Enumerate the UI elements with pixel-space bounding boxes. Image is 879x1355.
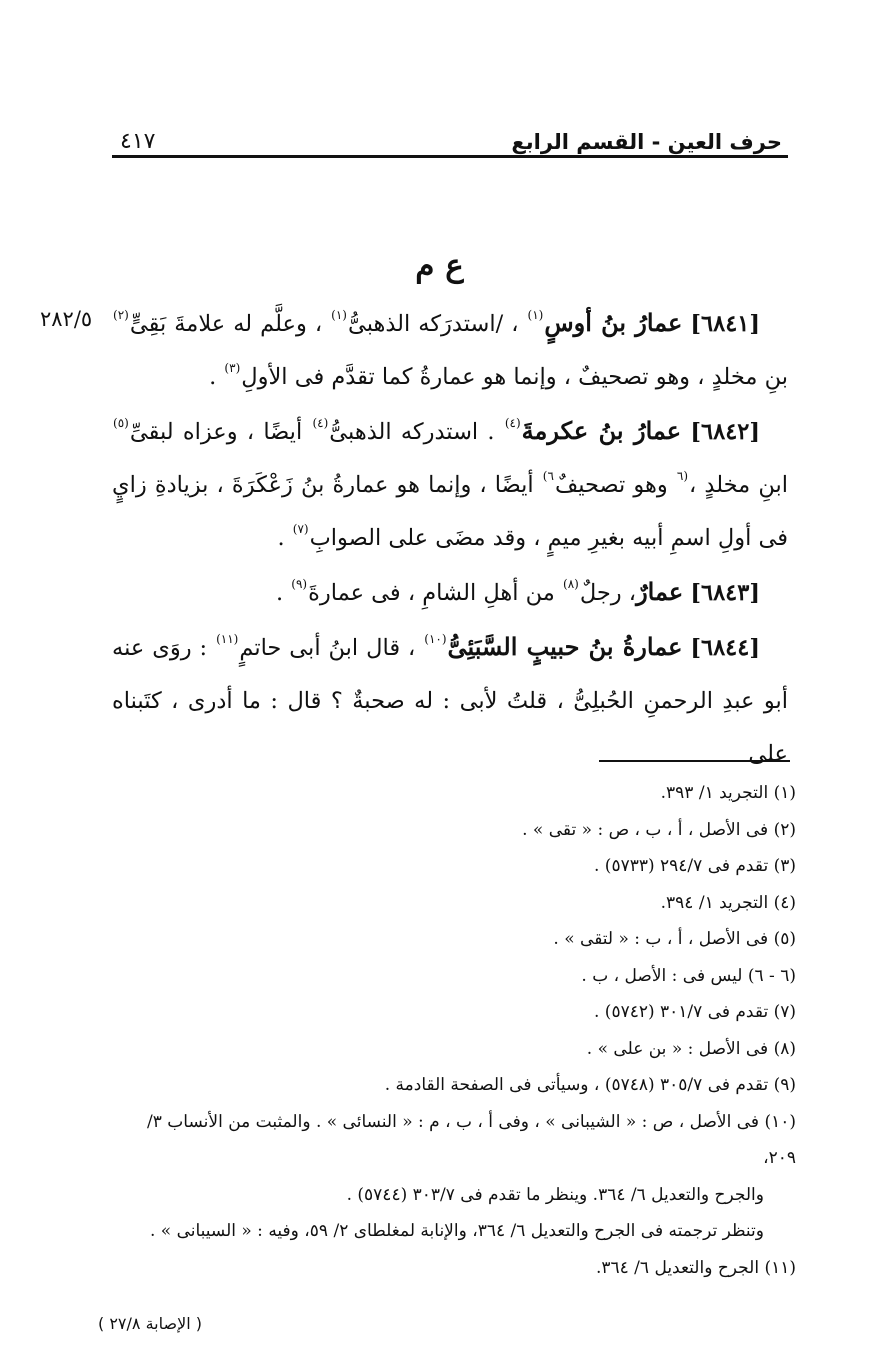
footnote: (٨) فى الأصل : « بن على » . <box>586 1038 796 1059</box>
section-heading: ع م <box>415 248 464 284</box>
running-title: حرف العين - القسم الرابع <box>511 130 782 154</box>
footnote-ref: (١) <box>331 308 347 322</box>
footnotes <box>112 775 796 1286</box>
footnote-ref: (٢) <box>113 308 129 322</box>
footnote-rule <box>599 760 790 762</box>
entry-text: أيضًا ، وإنما هو عمارةُ بنُ زَعْكَرَةَ ، بزيادةِ زايٍ فى أولِ اسمِ أبيه بغيرِ ميمٍ ، وقد مضَى على الصوابِ <box>112 472 788 551</box>
footnote-ref: (٨) <box>563 577 579 591</box>
footnote-ref: (٣) <box>224 361 241 375</box>
entry-text: ، قال ابنُ أبى حاتمٍ <box>239 635 416 661</box>
footnote-ref: (٤) <box>504 416 521 430</box>
entry-text: من أهلِ الشامِ ، فى عمارةَ <box>308 580 555 606</box>
footnote-ref: (١١) <box>216 632 239 646</box>
entry-text: وهو تصحيفٌ <box>554 472 668 498</box>
footnote: (٧) تقدم فى ٣٠١/٧ (٥٧٤٢) . <box>594 1002 796 1022</box>
entry-text: ، وعلَّم له علامةَ بَقِىٍّ <box>129 311 323 337</box>
footnote-continuation: وتنظر ترجمته فى الجرح والتعديل ٦/ ٣٦٤، والإنابة لمغلطاى ٢/ ٥٩، وفيه : « السيبانى » . <box>149 1221 764 1241</box>
entry-6842 <box>112 404 788 565</box>
footnote-ref: (٦ <box>676 469 689 483</box>
footnote-ref: (١٠) <box>424 632 447 646</box>
footnote-ref: (٥) <box>113 416 129 430</box>
entry-text: . <box>275 580 284 606</box>
body-text <box>112 296 788 781</box>
footnote: (١٠) فى الأصل ، ص : « الشيبانى » ، وفى أ ، ب ، م : « النسائى » . والمثبت من الأنساب ٣/ ٢٠٩، <box>147 1111 796 1168</box>
entry-number: [٦٨٤٣] <box>690 580 760 606</box>
header-rule <box>112 155 788 158</box>
entry-name: عمارُ بنُ عكرمةَ <box>521 416 682 445</box>
entry-text: . <box>209 364 217 390</box>
entry-number: [٦٨٤٢] <box>690 419 761 445</box>
entry-name: عمارةُ بنُ حبيبٍ السَّبَئِىُّ <box>447 632 683 661</box>
entry-text: . استدركه الذهبىُّ <box>329 419 495 445</box>
margin-reference: ٢٨٢/٥ <box>40 307 93 331</box>
entry-text: ، /استدرَكه الذهبىُّ <box>347 311 519 337</box>
entry-text: بنِ مخلدٍ ، وهو تصحيفٌ ، وإنما هو عمارةُ كما تقدَّم فى الأولِ <box>241 364 788 390</box>
footnote: (٢) فى الأصل ، أ ، ب ، ص : « تقى » . <box>522 819 796 840</box>
entry-number: [٦٨٤١] <box>690 311 761 337</box>
footnote-ref: (٩) <box>291 577 308 591</box>
footnote: (٤) التجريد ١/ ٣٩٤. <box>660 892 796 913</box>
footnote: (٣) تقدم فى ٢٩٤/٧ (٥٧٣٣) . <box>594 856 796 876</box>
page-signature: ( الإصابة ٢٧/٨ ) <box>98 1314 202 1333</box>
footnote-continuation: والجرح والتعديل ٦/ ٣٦٤. وينظر ما تقدم فى ٣٠٣/٧ (٥٧٤٤) . <box>346 1184 764 1205</box>
footnote-ref: (١) <box>527 308 544 322</box>
entry-text: . <box>277 525 285 551</box>
entry-text: ابنِ مخلدٍ ، <box>689 472 788 498</box>
footnote: (١) التجريد ١/ ٣٩٣. <box>660 783 796 803</box>
entry-6841 <box>112 296 788 404</box>
footnote: (٥) فى الأصل ، أ ، ب : « لتقى » . <box>553 929 796 949</box>
footnote-ref: ٦) <box>542 469 554 483</box>
footnote: (١١) الجرح والتعديل ٦/ ٣٦٤. <box>595 1257 796 1278</box>
footnote-ref: (٧) <box>292 522 309 536</box>
entry-text: ، رجلٌ <box>579 580 637 606</box>
footnote: (٦ - ٦) ليس فى : الأصل ، ب . <box>581 965 796 986</box>
footnote-ref: (٤) <box>312 416 329 430</box>
page-number: ٤١٧ <box>120 129 156 154</box>
entry-6843 <box>112 565 788 620</box>
entry-number: [٦٨٤٤] <box>690 635 761 661</box>
footnote: (٩) تقدم فى ٣٠٥/٧ (٥٧٤٨) ، وسيأتى فى الصفحة القادمة . <box>384 1075 796 1095</box>
entry-text: : روَى عنه أبو عبدِ الرحمنِ الحُبلِىُّ ، قلتُ لأبى : له صحبةٌ ؟ قال : ما أدرى ، كتَبناه على <box>112 635 788 767</box>
entry-text: أيضًا ، وعزاه لبقىِّ <box>129 419 303 445</box>
entry-name: عمارٌ <box>636 577 684 606</box>
entry-6844 <box>112 620 788 781</box>
page-header <box>112 114 788 154</box>
entry-name: عمارُ بنُ أوسٍ <box>544 308 683 337</box>
